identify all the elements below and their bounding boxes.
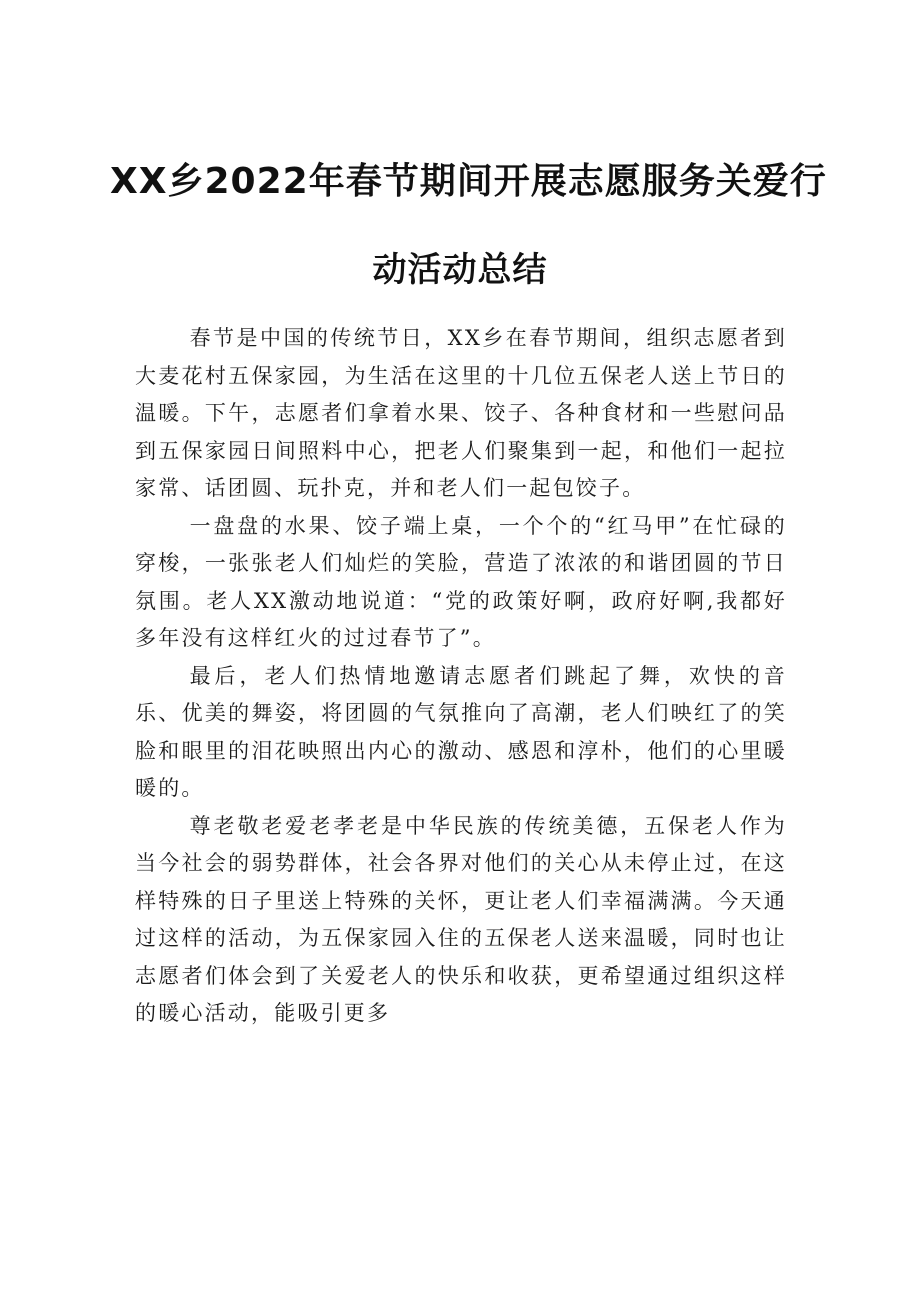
document-body <box>135 320 787 1033</box>
paragraph-3: 最后，老人们热情地邀请志愿者们跳起了舞，欢快的音乐、优美的舞姿，将团圆的气氛推向了高潮，老人们映红了的笑脸和眼里的泪花映照出内心的激动、感恩和淳朴，他们的心里暖暖的。 <box>135 663 787 800</box>
paragraph-4: 尊老敬老爱老孝老是中华民族的传统美德，五保老人作为当今社会的弱势群体，社会各界对他们的关心从未停止过，在这样特殊的日子里送上特殊的关怀，更让老人们幸福满满。今天通过这样的活动，为五保家园入住的五保老人送来温暖，同时也让志愿者们体会到了关爱老人的快乐和收获，更希望通过组织这样的暖心活动，能吸引更多 <box>135 813 787 1025</box>
document-title-line-1: XX乡2022年春节期间开展志愿服务关爱行 <box>110 161 827 202</box>
paragraph-1: 春节是中国的传统节日，XX乡在春节期间，组织志愿者到大麦花村五保家园，为生活在这里的十几位五保老人送上节日的温暖。下午，志愿者们拿着水果、饺子、各种食材和一些慰问品到五保家园日间照料中心，把老人们聚集到一起，和他们一起拉家常、话团圆、玩扑克，并和老人们一起包饺子。 <box>135 326 787 500</box>
document-title-line-2: 动活动总结 <box>372 250 548 290</box>
paragraph-2: 一盘盘的水果、饺子端上桌，一个个的“红马甲”在忙碌的穿梭，一张张老人们灿烂的笑脸，营造了浓浓的和谐团圆的节日氛围。老人XX激动地说道：“党的政策好啊，政府好啊,我都好多年没有这样红火的过过春节了”。 <box>135 513 787 650</box>
